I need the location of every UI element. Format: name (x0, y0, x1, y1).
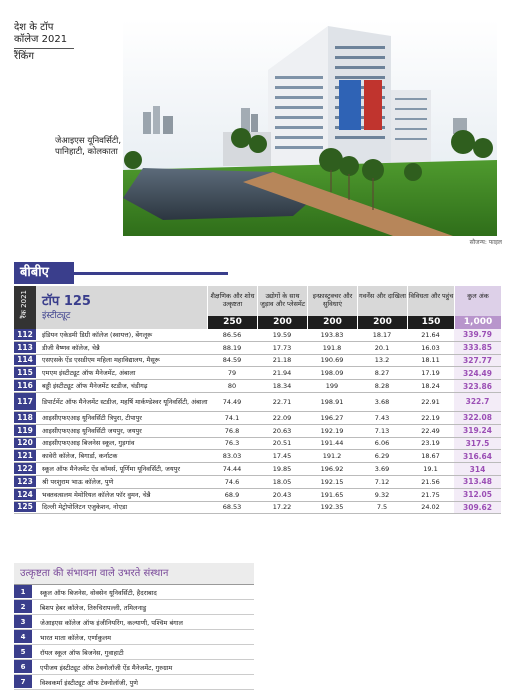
criteria-max-score: 200 (357, 316, 407, 329)
section-header (14, 22, 114, 63)
criteria-header: इन्फ्रास्ट्रक्चर और सुविधाएं (307, 286, 357, 316)
rank-number: 122 (14, 463, 36, 475)
criteria-score: 21.75 (421, 490, 440, 499)
list-item (14, 615, 254, 630)
table-subtitle: इंस्टीट्यूट (42, 311, 71, 321)
criteria-score: 191.2 (322, 452, 342, 461)
criteria-score: 88.19 (222, 343, 242, 352)
criteria-score: 74.1 (224, 413, 240, 422)
institute-name: कावेरी कॉलेज, बिगार्डा, कर्नाटक (42, 452, 118, 461)
total-score: 339.79 (454, 329, 501, 341)
total-score: 309.62 (454, 502, 501, 514)
table-row (14, 476, 501, 489)
criteria-score: 24.02 (421, 503, 440, 512)
criteria-score: 17.45 (272, 452, 292, 461)
criteria-score: 17.22 (272, 503, 292, 512)
total-score: 333.85 (454, 342, 501, 354)
criteria-score: 3.69 (374, 465, 390, 474)
table-row (14, 502, 501, 515)
criteria-score: 22.19 (421, 413, 440, 422)
criteria-score: 196.27 (320, 413, 344, 422)
rank-number: 115 (14, 367, 36, 379)
criteria-max-score: 200 (307, 316, 357, 329)
rank-number: 116 (14, 380, 36, 392)
emerging-institute-name: भारत माता कॉलेज, एर्णाकुलम (40, 633, 112, 642)
institute-name: आइसीएफएआइ बिजनेस स्कूल, गुड़गांव (42, 439, 135, 448)
criteria-score: 80 (227, 382, 237, 391)
header-line-3: रैंकिंग (14, 51, 34, 62)
criteria-score: 190.69 (320, 356, 344, 365)
rank-number: 118 (14, 412, 36, 424)
criteria-score: 74.44 (222, 465, 242, 474)
institute-name: दिल्ली मेट्रोपोलिटन एजुकेशन, नोएडा (42, 503, 128, 512)
institute-name: डिपार्टमेंट ऑफ मैनेजमेंट स्टडीज, महर्षि मार्कण्डेश्वर यूनिवर्सिटी, अंबाला (42, 397, 208, 406)
emerging-title: उत्कृष्टता की संभावना वाले उभरते संस्थान (14, 563, 254, 585)
emerging-number: 1 (14, 585, 32, 599)
rank-number: 113 (14, 342, 36, 354)
criteria-score: 22.49 (421, 426, 440, 435)
rank-number: 125 (14, 502, 36, 514)
rank-number: 121 (14, 450, 36, 462)
table-row (14, 380, 501, 393)
criteria-score: 7.12 (374, 477, 390, 486)
total-score-header: कुल अंक (454, 286, 501, 316)
criteria-score: 21.18 (272, 356, 292, 365)
header-line-1: देश के टॉप (14, 22, 54, 33)
criteria-score: 68.9 (224, 490, 240, 499)
ranking-rows (14, 329, 501, 514)
table-title-block (36, 286, 221, 329)
institute-name: एमएम इंस्टीट्यूट ऑफ मैनेजमेंट, अंबाला (42, 369, 136, 378)
table-row (14, 342, 501, 355)
list-item (14, 630, 254, 645)
photo-credit: सौजन्य: फाइल (469, 239, 502, 246)
criteria-score: 6.29 (374, 452, 390, 461)
criteria-score: 192.19 (320, 426, 344, 435)
criteria-score: 23.19 (421, 439, 440, 448)
list-item (14, 645, 254, 660)
category-label: बीबीए (14, 262, 74, 284)
emerging-institute-name: विश्वकर्मा इंस्टीट्यूट ऑफ टेक्नोलॉजी, पुणे (40, 678, 138, 687)
criteria-score: 21.56 (421, 477, 440, 486)
criteria-score: 76.3 (224, 439, 240, 448)
table-title: टॉप 125 (42, 294, 91, 309)
table-row (14, 412, 501, 425)
list-item (14, 675, 254, 690)
table-row (14, 329, 501, 342)
rank-number: 124 (14, 489, 36, 501)
criteria-score: 18.67 (421, 452, 440, 461)
criteria-score: 86.56 (222, 330, 242, 339)
institute-name: डीजी वैष्णव कॉलेज, चेन्नै (42, 343, 100, 352)
criteria-score: 20.43 (272, 490, 292, 499)
criteria-score: 22.71 (272, 397, 292, 406)
criteria-max-score: 150 (407, 316, 454, 329)
emerging-institute-name: एपीजय इंस्टीट्यूट ऑफ टेक्नोलॉजी ऐंड मैनेजमेंट, गुरुग्राम (40, 663, 173, 672)
criteria-score: 8.28 (374, 382, 390, 391)
criteria-header: शैक्षणिक और शोध उत्कृष्टता (207, 286, 257, 316)
rank-number: 112 (14, 329, 36, 341)
table-row (14, 463, 501, 476)
institute-name: स्कूल ऑफ मैनेजमेंट ऐंड कॉमर्स, पूर्णिमा यूनिवर्सिटी, जयपुर (42, 465, 180, 474)
criteria-score: 191.8 (322, 343, 342, 352)
criteria-score: 6.06 (374, 439, 390, 448)
campus-photo (123, 20, 497, 236)
criteria-score: 7.43 (374, 413, 390, 422)
criteria-score: 79 (227, 369, 237, 378)
total-score: 314 (454, 463, 501, 475)
criteria-max-score: 250 (207, 316, 257, 329)
criteria-score: 8.27 (374, 369, 390, 378)
criteria-score: 74.49 (222, 397, 242, 406)
rank-year-label: रैंक 2021 (20, 290, 28, 319)
emerging-number: 7 (14, 675, 32, 689)
institute-name: आइसीएफएआइ यूनिवर्सिटी त्रिपुरा, टीपापुर (42, 413, 142, 422)
emerging-institute-name: स्कूल ऑफ बिजनेस, वोक्सेन यूनिवर्सिटी, हैदराबाद (40, 588, 157, 597)
rank-number: 114 (14, 355, 36, 367)
criteria-score: 198.91 (320, 397, 344, 406)
criteria-score: 19.1 (423, 465, 438, 474)
rank-number: 123 (14, 476, 36, 488)
criteria-score: 18.34 (272, 382, 292, 391)
emerging-number: 5 (14, 645, 32, 659)
criteria-score: 16.03 (421, 343, 440, 352)
emerging-number: 6 (14, 660, 32, 674)
criteria-score: 83.03 (222, 452, 242, 461)
total-score: 312.05 (454, 489, 501, 501)
table-row (14, 450, 501, 463)
emerging-institutions (14, 563, 254, 690)
criteria-score: 198.09 (320, 369, 344, 378)
criteria-score: 19.85 (272, 465, 292, 474)
table-row (14, 438, 501, 451)
criteria-score: 3.68 (374, 397, 390, 406)
criteria-score: 192.15 (320, 477, 344, 486)
institute-name: श्री परशुराम भाऊ कॉलेज, पुणे (42, 477, 114, 486)
criteria-header: विविधता और पहुंच (407, 286, 454, 316)
institute-name: एसएसके ऐंड एसडीएम महिला महाविद्यालय, मैसूरू (42, 356, 160, 365)
total-score: 322.08 (454, 412, 501, 424)
campus-photo-illustration (123, 20, 497, 236)
criteria-score: 21.64 (421, 330, 440, 339)
table-row (14, 367, 501, 380)
criteria-score: 74.6 (224, 477, 240, 486)
criteria-score: 19.59 (272, 330, 292, 339)
criteria-score: 17.73 (272, 343, 292, 352)
criteria-score: 18.24 (421, 382, 440, 391)
table-row (14, 393, 501, 412)
table-row (14, 355, 501, 368)
criteria-score: 193.83 (320, 330, 344, 339)
criteria-score: 9.32 (374, 490, 390, 499)
criteria-score: 191.65 (320, 490, 344, 499)
criteria-score: 7.13 (374, 426, 390, 435)
total-score: 323.86 (454, 380, 501, 392)
table-row (14, 489, 501, 502)
criteria-score: 17.19 (421, 369, 440, 378)
emerging-number: 3 (14, 615, 32, 629)
criteria-score: 20.63 (272, 426, 292, 435)
institute-name: इंडियन एकेडमी डिग्री कॉलेज (स्वायत्त), बेंगलूरू (42, 330, 153, 339)
emerging-number: 2 (14, 600, 32, 614)
total-max-score: 1,000 (454, 316, 501, 329)
total-score: 319.24 (454, 425, 501, 437)
total-score: 317.5 (454, 438, 501, 450)
rank-number: 117 (14, 393, 36, 411)
list-item (14, 660, 254, 675)
list-item (14, 600, 254, 615)
total-score: 322.7 (454, 393, 501, 411)
criteria-score: 20.1 (374, 343, 390, 352)
criteria-score: 18.17 (372, 330, 392, 339)
criteria-score: 20.51 (272, 439, 292, 448)
category-tag (14, 262, 228, 284)
total-score: 327.77 (454, 355, 501, 367)
table-row (14, 425, 501, 438)
photo-caption: जेआइएस यूनिवर्सिटी, पानिहाटी, कोलकाता (55, 136, 122, 157)
rank-year-header (14, 286, 36, 329)
institute-name: आइसीएफएआइ यूनिवर्सिटी जयपुर, जयपुर (42, 426, 142, 435)
header-line-2: कॉलेज 2021 (14, 34, 74, 49)
category-rule (74, 272, 228, 275)
criteria-score: 21.94 (272, 369, 292, 378)
total-score: 313.48 (454, 476, 501, 488)
criteria-score: 196.92 (320, 465, 344, 474)
emerging-number: 4 (14, 630, 32, 644)
rank-number: 119 (14, 425, 36, 437)
criteria-score: 76.8 (224, 426, 240, 435)
criteria-score: 18.05 (272, 477, 292, 486)
criteria-score: 18.11 (421, 356, 440, 365)
criteria-score: 199 (325, 382, 339, 391)
emerging-institute-name: जेआइएस कॉलेज ऑफ इंजीनियरिंग, कल्याणी, पश्चिम बंगाल (40, 618, 183, 627)
criteria-score: 192.35 (320, 503, 344, 512)
rank-number: 120 (14, 438, 36, 450)
institute-name: बड्डी इंस्टीट्यूट ऑफ मैनेजमेंट स्टडीज, चंडीगढ़ (42, 382, 148, 391)
institute-name: भक्तवत्सलम मेमोरियल कॉलेज फॉर वुमन, चेन्नै (42, 490, 151, 499)
criteria-header: गवर्नेंस और दाखिला (357, 286, 407, 316)
criteria-max-score: 200 (257, 316, 307, 329)
total-score: 324.49 (454, 367, 501, 379)
criteria-score: 13.2 (374, 356, 390, 365)
criteria-score: 22.91 (421, 397, 440, 406)
criteria-score: 22.09 (272, 413, 292, 422)
criteria-score: 7.5 (376, 503, 388, 512)
list-item (14, 585, 254, 600)
emerging-institute-name: रॉयल स्कूल ऑफ बिजनेस, गुवाहाटी (40, 648, 124, 657)
criteria-score: 191.44 (320, 439, 344, 448)
total-score: 316.64 (454, 450, 501, 462)
criteria-score: 84.59 (222, 356, 242, 365)
emerging-institute-name: बिशप हेबर कॉलेज, तिरुचिरापल्ली, तमिलनाडु (40, 603, 147, 612)
criteria-header: उद्योगों के साथ जुड़ाव और प्लेसमेंट (257, 286, 307, 316)
criteria-score: 68.53 (222, 503, 242, 512)
